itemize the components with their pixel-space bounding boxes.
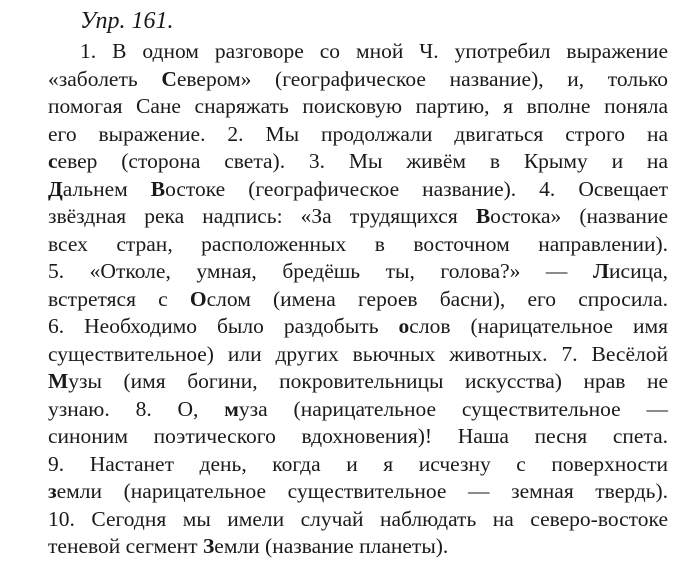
- text-line: [48, 341, 668, 369]
- bold-capital-letter: М: [48, 369, 69, 393]
- text-segment: существительное) или других вьючных животных. 7. Весёлой: [48, 341, 668, 366]
- text-line: [48, 93, 668, 121]
- text-segment: встретяся с: [48, 286, 190, 311]
- bold-capital-letter: Л: [592, 259, 610, 283]
- bold-capital-letter: з: [48, 479, 57, 503]
- text-segment: узнаю. 8. О,: [48, 396, 225, 421]
- text-line: [48, 506, 668, 534]
- text-segment: узы (имя богини, покровительницы искусства) нрав не: [68, 369, 668, 393]
- text-segment: альнем: [62, 176, 151, 201]
- bold-capital-letter: З: [202, 534, 215, 558]
- bold-capital-letter: В: [150, 176, 166, 201]
- text-line: [48, 231, 668, 259]
- text-segment: 1. В одном разговоре со мной Ч. употребил выражение: [80, 39, 668, 63]
- text-segment: емли (нарицательное существительное — земная твердь).: [56, 479, 668, 503]
- text-segment: синоним поэтического вдохновения)! Наша песня спета.: [48, 424, 668, 448]
- exercise-heading: Упр. 161.: [80, 8, 174, 34]
- bold-capital-letter: о: [398, 314, 410, 338]
- text-segment: его выражение. 2. Мы продолжали двигаться строго на: [48, 121, 668, 146]
- text-segment: слом (имена героев басни), его спросила.: [206, 286, 668, 311]
- text-segment: помогая Сане снаряжать поисковую партию, я вполне поняла: [48, 94, 668, 118]
- text-line: [48, 368, 668, 396]
- bold-capital-letter: С: [161, 66, 177, 91]
- text-segment: 9. Настанет день, когда и я исчезну с поверхности: [48, 451, 668, 476]
- text-line: [48, 176, 668, 204]
- text-line: [48, 38, 668, 66]
- text-line: [48, 66, 668, 94]
- bold-capital-letter: О: [189, 286, 207, 311]
- bold-capital-letter: В: [475, 204, 491, 228]
- text-line: [48, 396, 668, 424]
- text-segment: звёздная река надпись: «За трудящихся: [48, 204, 476, 228]
- text-line: [48, 533, 668, 561]
- text-line: [48, 286, 668, 314]
- text-line: [48, 258, 668, 286]
- text-line: [48, 148, 668, 176]
- bold-capital-letter: Д: [48, 176, 63, 201]
- text-segment: исица,: [609, 259, 668, 283]
- text-segment: слов (нарицательное имя: [409, 314, 668, 338]
- text-line: [48, 203, 668, 231]
- text-segment: 6. Необходимо было раздобыть: [48, 314, 399, 338]
- text-segment: евер (сторона света). 3. Мы живём в Крыму и на: [57, 149, 668, 173]
- text-line: [48, 478, 668, 506]
- text-segment: всех стран, расположенных в восточном направлении).: [48, 231, 668, 256]
- exercise-body: [48, 38, 668, 561]
- text-segment: 10. Сегодня мы имели случай наблюдать на северо-востоке: [48, 506, 668, 531]
- text-segment: евером» (географическое название), и, только: [176, 66, 668, 91]
- text-segment: 5. «Отколе, умная, бредёшь ты, голова?» —: [48, 259, 593, 283]
- text-segment: емли (название планеты).: [214, 534, 449, 558]
- text-segment: остока» (название: [490, 204, 668, 228]
- bold-capital-letter: с: [48, 149, 58, 173]
- text-segment: теневой сегмент: [48, 534, 203, 558]
- text-line: [48, 313, 668, 341]
- text-line: [48, 121, 668, 149]
- text-segment: «заболеть: [48, 66, 162, 91]
- text-segment: уза (нарицательное существительное —: [238, 396, 668, 421]
- bold-capital-letter: м: [224, 396, 239, 421]
- text-line: [48, 451, 668, 479]
- text-segment: остоке (географическое название). 4. Освещает: [165, 176, 668, 201]
- text-line: [48, 423, 668, 451]
